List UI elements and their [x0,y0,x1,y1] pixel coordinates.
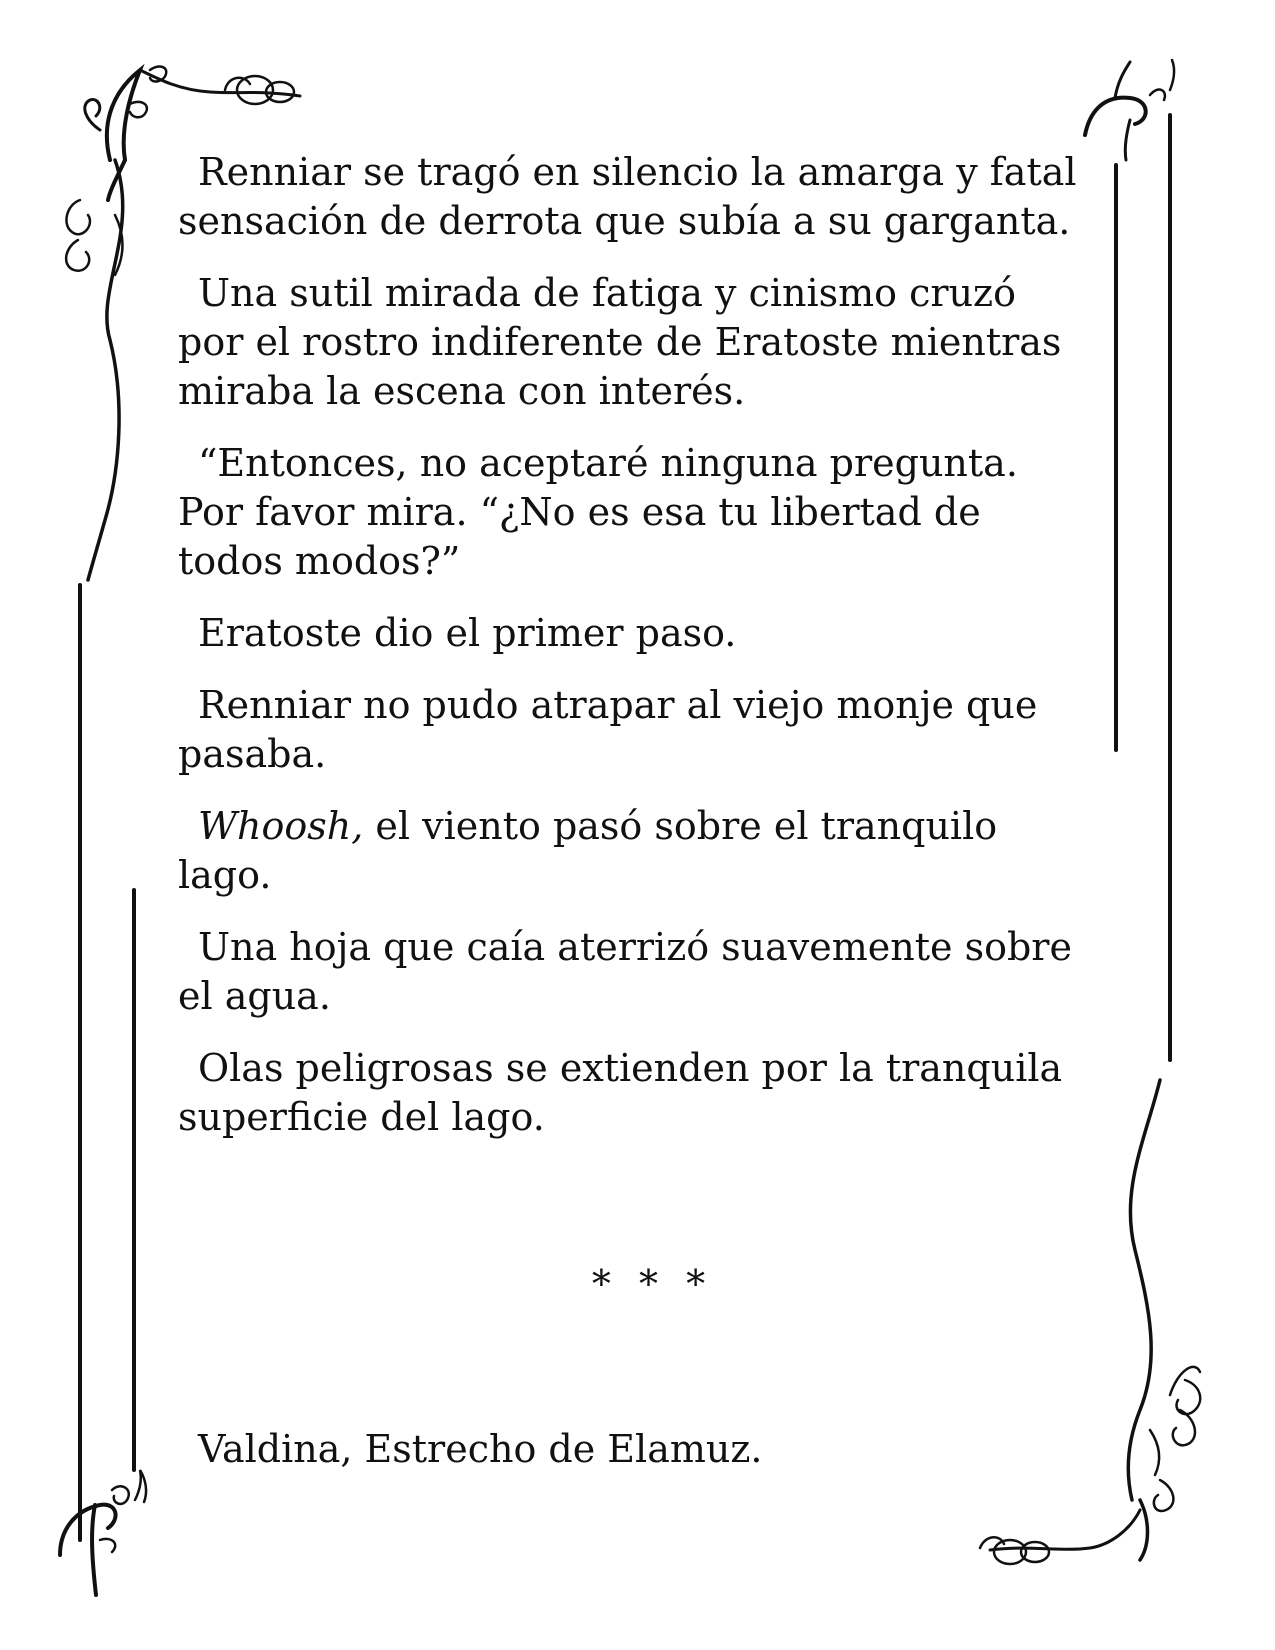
paragraph-1 [178,148,1098,246]
paragraph-line: Por favor mira. “¿No es esa tu libertad de [178,490,981,534]
paragraph-line: miraba la escena con interés. [178,369,746,413]
paragraph-4 [178,609,1098,658]
paragraph-line: pasaba. [178,732,327,776]
paragraph-7 [178,923,1098,1021]
top-right-flourish-icon [1085,60,1174,160]
paragraph-line: por el rostro indiferente de Eratoste mientras [178,320,1062,364]
paragraph-line: el agua. [178,974,331,1018]
paragraph-line: lago. [178,853,272,897]
location-heading: Valdina, Estrecho de Elamuz. [198,1427,763,1471]
paragraph-line: Renniar no pudo atrapar al viejo monje que [198,683,1038,727]
paragraph-line: Una sutil mirada de fatiga y cinismo cruzó [198,271,1016,315]
paragraph-line: Una hoja que caía aterrizó suavemente sobre [198,925,1072,969]
paragraph-8 [178,1044,1098,1142]
bottom-left-flourish-icon [60,1470,146,1595]
paragraph-6 [178,802,1098,900]
paragraph-2 [178,269,1098,416]
paragraph-3 [178,439,1098,586]
paragraph-line [178,802,1098,851]
paragraph-line: sensación de derrota que subía a su garganta. [178,199,1071,243]
paragraph-line: Renniar se tragó en silencio la amarga y fatal [198,150,1077,194]
paragraph-5 [178,681,1098,779]
paragraph-line: Eratoste dio el primer paso. [198,611,737,655]
paragraph-line: Olas peligrosas se extienden por la tranquila [198,1046,1063,1090]
paragraph-line: “Entonces, no aceptaré ninguna pregunta. [198,441,1018,485]
italic-onomatopoeia: Whoosh, [198,804,364,848]
story-text [178,148,1098,1165]
paragraph-line: superficie del lago. [178,1095,545,1139]
scene-separator: * * * [591,1262,714,1306]
paragraph-line-rest: el viento pasó sobre el tranquilo [363,804,998,848]
paragraph-line: todos modos?” [178,539,461,583]
